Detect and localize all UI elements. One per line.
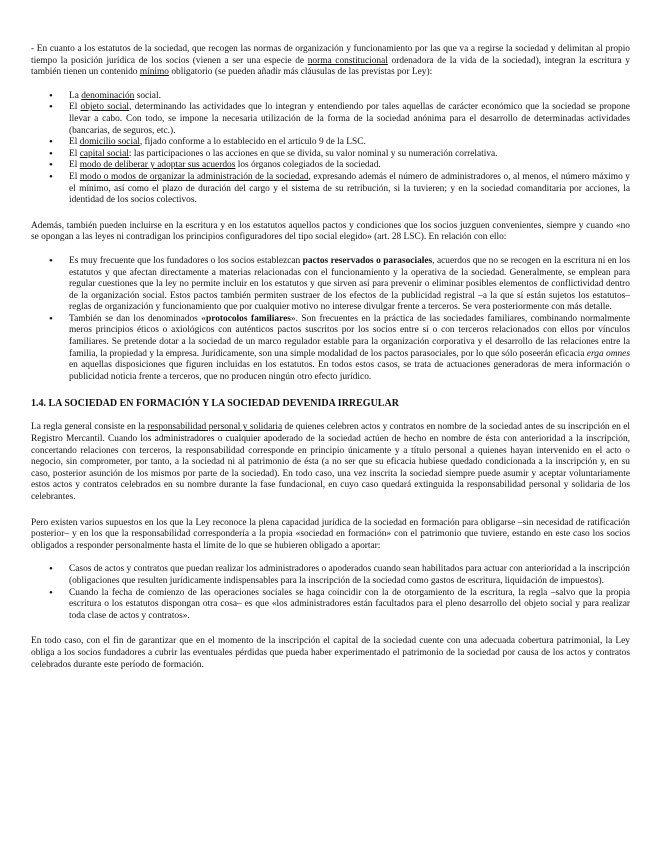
exceptions-paragraph: Pero existen varios supuestos en los que la Ley reconoce la plena capacidad jurídica de la sociedad en formación para obligarse –sin necesidad de ratificación posterior– y en los que la responsabilidad correspondería a la propia «sociedad en formación» con el patrimonio que tuviere, estando en este caso los socios obligados a responder personalmente hasta el límite de lo que se hubieren obligado a aportar: bbox=[31, 517, 630, 551]
list-item: • Casos de actos y contratos que puedan realizar los administradores o apoderados cuando sean habilitados para actuar con anterioridad a la inscripción (obligaciones que resulten jurídicamente indispensables para la inscripción de la sociedad como gastos de escritura, liquidación de impuestos). bbox=[31, 564, 630, 587]
underlined-term: denominación bbox=[81, 90, 135, 101]
intro-underlined-term-2: mínimo bbox=[139, 67, 169, 78]
italic-term: erga omnes bbox=[586, 348, 630, 359]
list-item: • El modo o modos de organizar la administración de la sociedad, expresando además el número de administradores o, al menos, el número máximo y el mínimo, así como el plazo de duración del cargo y el sistema de su retribución, si la tuvieren; y en la sociedad comanditaria por acciones, la identidad de los socios colectivos. bbox=[31, 172, 630, 207]
section-heading: 1.4. LA SOCIEDAD EN FORMACIÓN Y LA SOCIEDAD DEVENIDA IRREGULAR bbox=[31, 398, 399, 410]
list-item: • El objeto social, determinando las actividades que lo integran y entendiendo por tales aquellas de carácter económico que la sociedad se propone llevar a cabo. Con todo, se impone la necesaria utilización de la forma de la sociedad anónima para el desarrollo de determinadas actividades (bancarias, de seguros, etc.). bbox=[31, 102, 630, 137]
list-item: • Es muy frecuente que los fundadores o los socios establezcan pactos reservados o parasociales, acuerdos que no se recogen en la escritura ni en los estatutos y que afectan directamente a materias relacionadas con el funcionamiento y la operativa de la sociedad. Generalmente, se emplean para regular cuestiones que la ley no permite incluir en los estatutos y que sirven así para prevenir o eliminar posibles elementos de conflictividad dentro de la organización social. Estos pactos también permiten sustraer de los efectos de la publicidad registral –a la que sí están sujetos los estatutos– reglas de organización y funcionamiento que por cualquier motivo no interese divulgar frente a terceros. Se vera posteriormente con más detalle. bbox=[31, 256, 630, 314]
underlined-term: capital social bbox=[79, 148, 129, 159]
bold-term: protocolos familiares bbox=[206, 313, 291, 324]
list-item: • Cuando la fecha de comienzo de las operaciones sociales se haga coincidir con la de otorgamiento de la escritura, la regla –salvo que la propia escritura o los estatutos dispongan otra cosa– es que «los administradores están facultados para el pleno desarrollo del objeto social y para realizar toda clase de actos y contratos». bbox=[31, 588, 630, 623]
underlined-term: modo de deliberar y adoptar sus acuerdos bbox=[79, 160, 236, 171]
underlined-term: modo o modos de organizar la administración de la sociedad bbox=[79, 171, 309, 182]
bold-term: pactos reservados o parasociales bbox=[302, 255, 433, 266]
list-item: • El modo de deliberar y adoptar sus acuerdos los órganos colegiados de la sociedad. bbox=[31, 160, 630, 172]
closing-paragraph: En todo caso, con el fin de garantizar que en el momento de la inscripción el capital de la sociedad cuente con una adecuada cobertura patrimonial, la Ley obliga a los socios fundadores a cubrir las eventuales pérdidas que pueda haber experimentado el patrimonio de la sociedad por causa de los actos y contratos celebrados durante este período de formación. bbox=[31, 636, 630, 670]
exceptions-list bbox=[31, 564, 630, 622]
underlined-term: objeto social bbox=[80, 102, 130, 113]
underlined-term: domicilio social bbox=[79, 137, 140, 148]
intro-text-a: - En cuanto a los estatutos de la sociedad, que recogen las normas de organización y funcionamiento por las que va a regirse la sociedad y delimitan al propio tiempo la posición jurídica de los socios (vienen a ser una especie de bbox=[31, 44, 630, 66]
additional-pacts-paragraph: Además, también pueden incluirse en la escritura y en los estatutos aquellos pactos y condiciones que los socios juzguen convenientes, siempre y cuando «no se opongan a las leyes ni contradigan los principios configuradores del tipo social elegido» (art. 28 LSC). En relación con ello: bbox=[31, 220, 630, 243]
general-rule-paragraph: La regla general consiste en la responsabilidad personal y solidaria de quienes celebren actos y contratos en nombre de la sociedad antes de su inscripción en el Registro Mercantil. Cuando los administradores o cualquier apoderado de la sociedad actúen de hecho en nombre de ésta con anterioridad a la inscripción, concertando relaciones con terceros, la responsabilidad corresponde en principio únicamente y a título personal a quienes hayan intervenido en el acto o negocio, sin comprometer, por tanto, a la sociedad ni al patrimonio de ésta (a no ser que su eficacia hubiese quedado condicionada a la inscripción y, en su caso, posterior asunción de los mismos por parte de la sociedad). En todo caso, una vez inscrita la sociedad siempre puede asumir y aceptar voluntariamente estos actos y contratos celebrados en su nombre durante la fase fundacional, en cuyo caso quedará extinguida la responsabilidad personal y solidaria de los celebrantes. bbox=[31, 422, 630, 502]
intro-text-b: ordenadora de la vida de la sociedad), integran la escritura y también tienen un contenido bbox=[31, 55, 630, 78]
underlined-term: responsabilidad personal y solidaria bbox=[147, 422, 283, 433]
list-item: • El domicilio social, fijado conforme a lo establecido en el artículo 9 de la LSC. bbox=[31, 137, 630, 149]
list-item: • También se dan los denominados «protocolos familiares». Son frecuentes en la práctica de las sociedades familiares, combinando normalmente meros principios éticos o axiológicos con auténticos pactos suscritos por los socios entre sí o con terceros relacionados con ellos por vínculos familiares. Se pretende dotar a la sociedad de un marco regulador estable para la organización corporativa y el desarrollo de las relaciones entre la familia, la propiedad y la empresa. Jurídicamente, son una simple modalidad de los pactos parasociales, por lo que sólo poseerán eficacia erga omnes en aquellas disposiciones que figuren incluidas en los estatutos. En todos estos casos, se trata de actuaciones generadoras de mera información o publicidad noticia frente a terceros, que no producen ningún otro efecto jurídico. bbox=[31, 314, 630, 384]
list-item: • El capital social: las participaciones o las acciones en que se divida, su valor nominal y su numeración correlativa. bbox=[31, 149, 630, 161]
bylaws-content-list bbox=[31, 91, 630, 207]
intro-text-c: obligatorio (se pueden añadir más cláusulas de las previstas por Ley): bbox=[169, 67, 433, 78]
intro-underlined-term-1: norma constitucional bbox=[307, 55, 388, 66]
intro-paragraph bbox=[31, 44, 630, 79]
list-item: • La denominación social. bbox=[31, 91, 630, 103]
pacts-list bbox=[31, 256, 630, 384]
